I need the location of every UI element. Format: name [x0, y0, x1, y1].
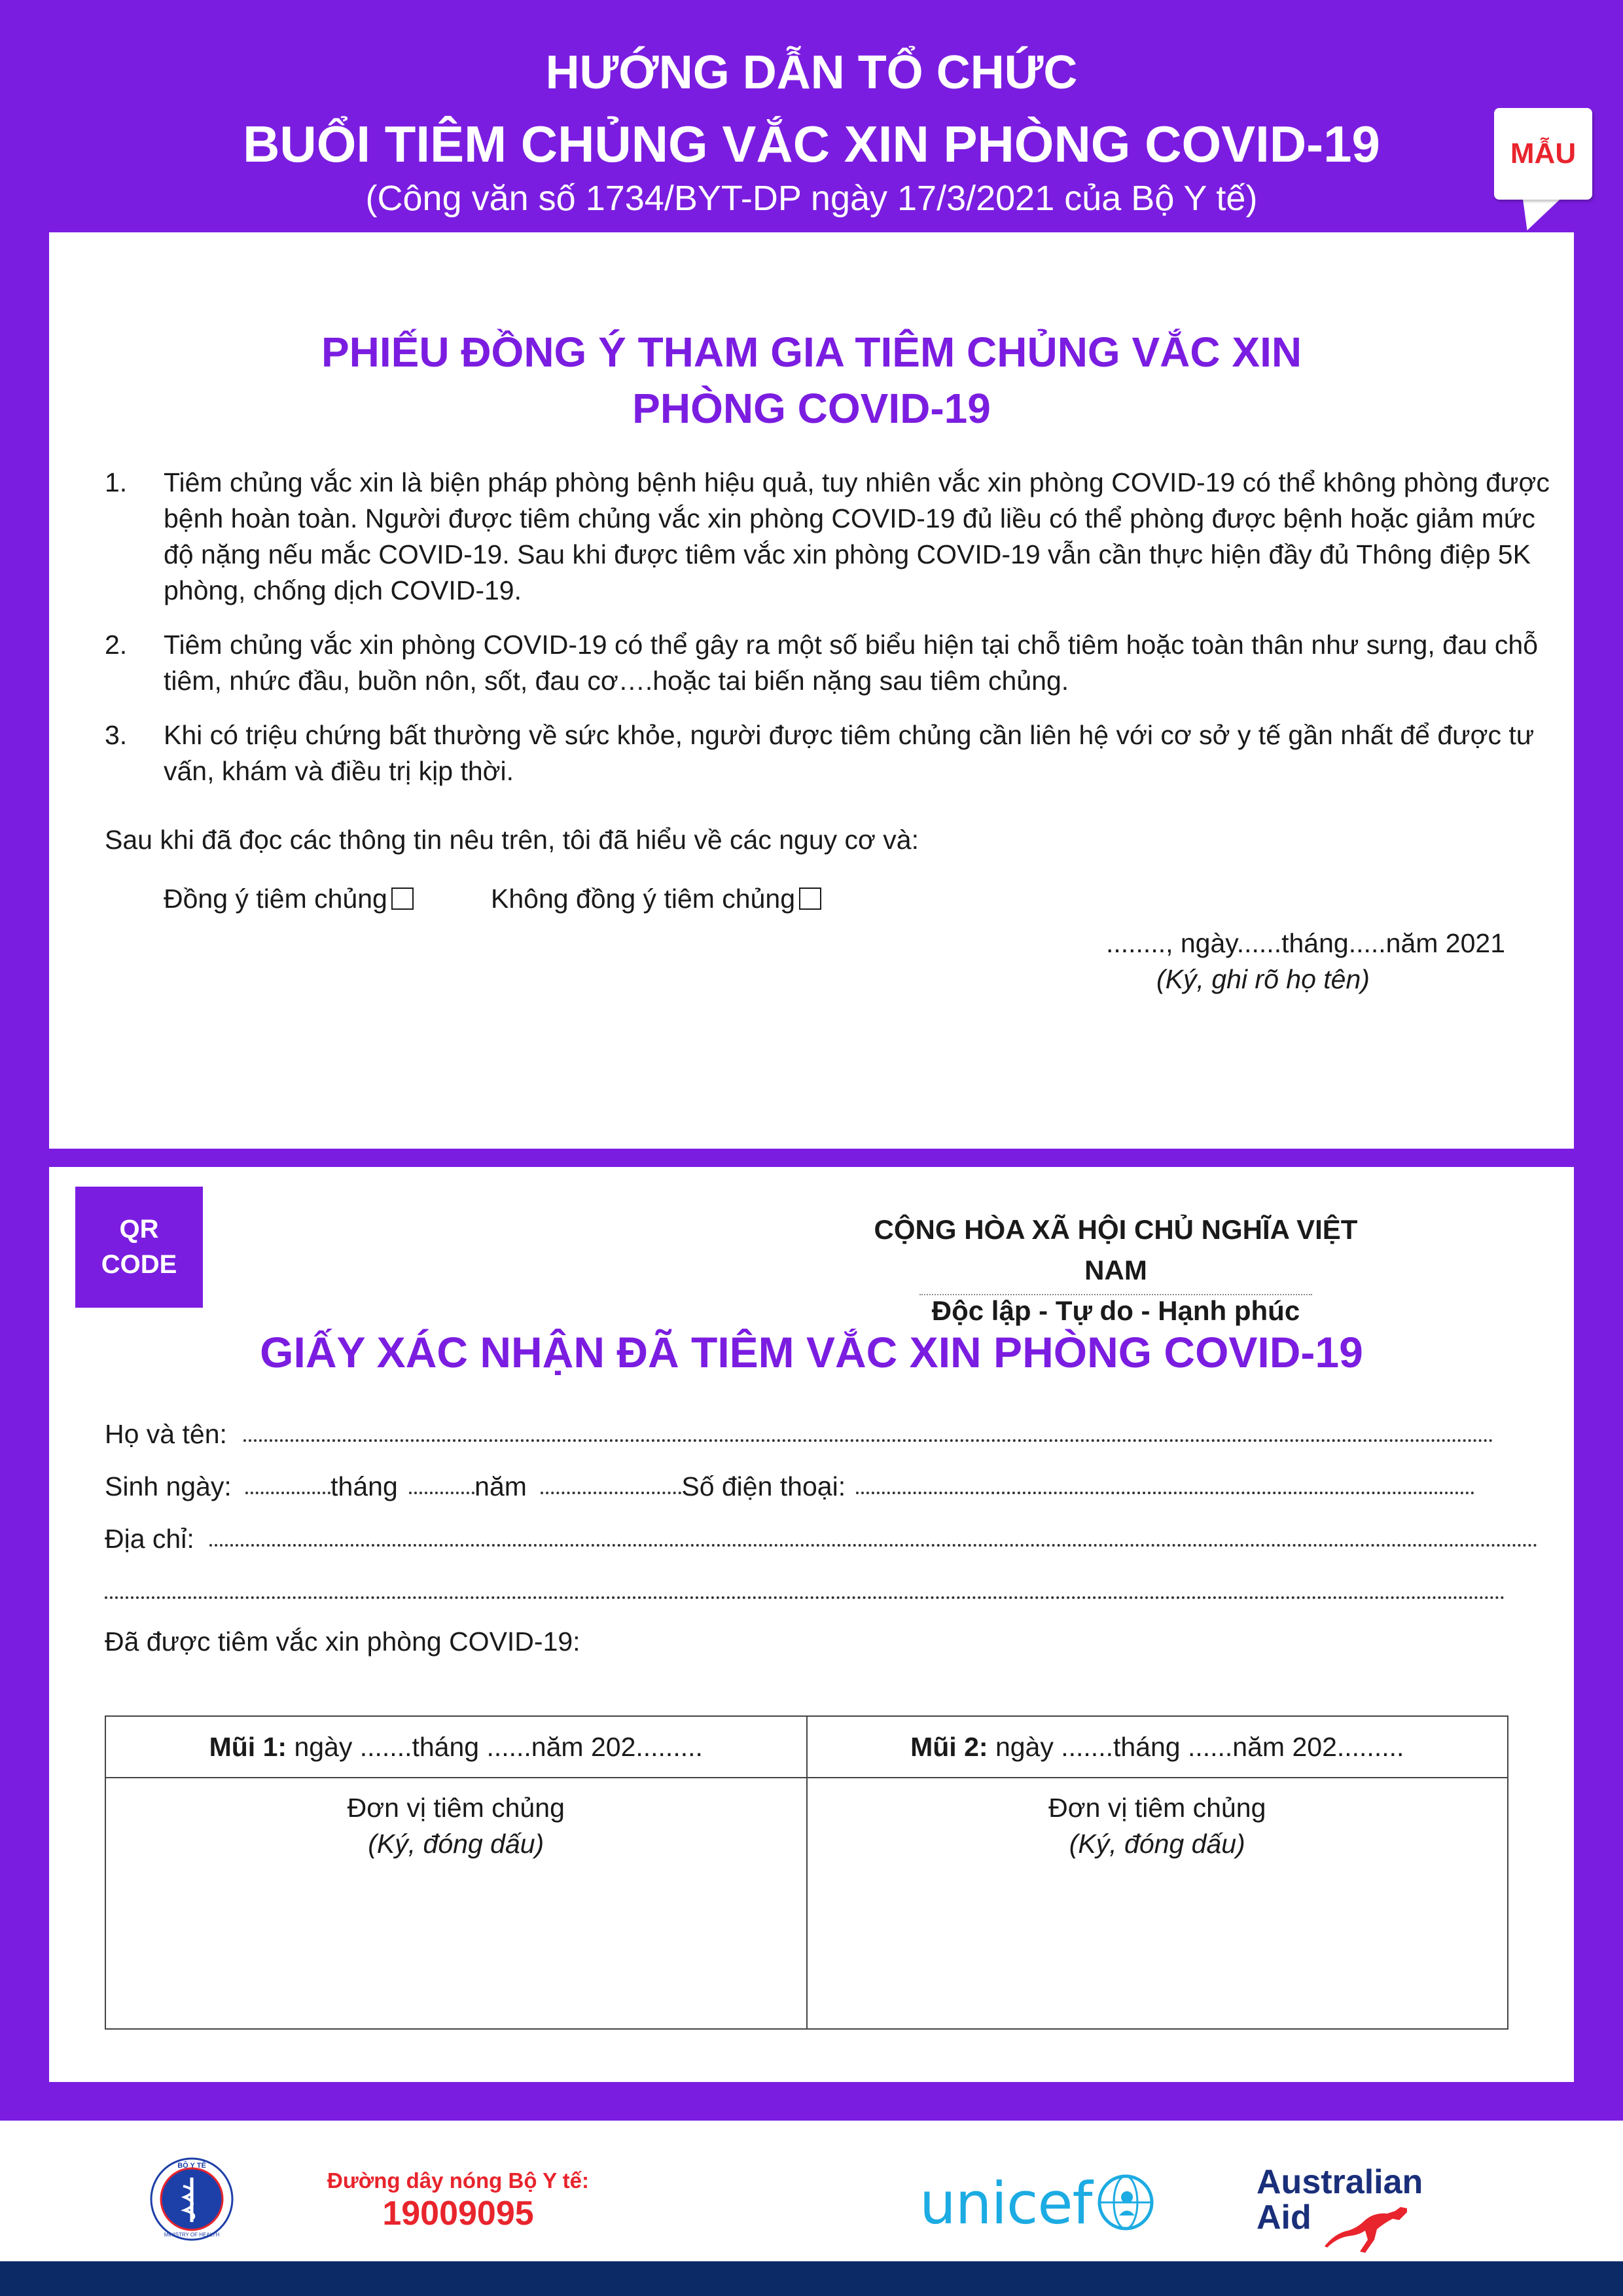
certificate-title: GIẤY XÁC NHẬN ĐÃ TIÊM VẮC XIN PHÒNG COVID-19 [260, 1328, 1363, 1376]
phone-fill-line[interactable] [856, 1492, 1474, 1494]
phone-label: Số điện thoại: [681, 1471, 846, 1501]
dose2-unit-label: Đơn vị tiêm chủng [1048, 1793, 1266, 1823]
list-item [105, 465, 1558, 609]
birth-month-fill[interactable] [409, 1492, 474, 1494]
hotline-label: Đường dây nóng Bộ Y tế: [327, 2168, 589, 2193]
list-item-text: Tiêm chủng vắc xin là biện pháp phòng bệnh hiệu quả, tuy nhiên vắc xin phòng COVID-19 có thể không phòng được bệnh hoàn toàn. Người được tiêm chủng vắc xin phòng COVID-19 đủ liều có thể phòng được bệnh hoặc giảm mức độ nặng nếu mắc COVID-19. Sau khi được tiêm vắc xin phòng COVID-19 vẫn cần thực hiện đầy đủ Thông điệp 5K phòng, chống dịch COVID-19. [164, 467, 1550, 605]
list-item-text: Khi có triệu chứng bất thường về sức khỏe, người được tiêm chủng cần liên hệ với cơ sở y tế gần nhất để được tư vấn, khám và điều trị kịp thời. [164, 720, 1535, 786]
consent-date-line: ........, ngày......tháng.....năm 2021 [1105, 928, 1506, 958]
dose-table [105, 1715, 1508, 2030]
consent-list [105, 465, 1558, 808]
certificate-panel [49, 1167, 1574, 2082]
dose1-label: Mũi 1: [209, 1731, 287, 1762]
agree-label: Đồng ý tiêm chủng [164, 884, 387, 914]
dose2-date[interactable]: ngày .......tháng ......năm 202......... [995, 1731, 1404, 1762]
address-fill-line-2[interactable] [105, 1596, 1505, 1599]
disagree-checkbox[interactable] [799, 888, 821, 910]
agree-checkbox[interactable] [391, 888, 414, 910]
qr-label-line1: QR [119, 1215, 159, 1244]
dose1-date[interactable]: ngày .......tháng ......năm 202......... [294, 1731, 703, 1762]
table-row [105, 1716, 1508, 1778]
moh-logo-top-text: BỘ Y TẾ [177, 2162, 206, 2170]
nation-motto: Độc lập - Tự do - Hạnh phúc [931, 1295, 1300, 1326]
consent-title-line2: PHÒNG COVID-19 [632, 385, 991, 432]
list-item [105, 627, 1558, 699]
dose2-label: Mũi 2: [910, 1731, 988, 1762]
address-continuation-field[interactable] [105, 1576, 1558, 1607]
address-label: Địa chỉ: [105, 1524, 194, 1554]
national-motto [854, 1210, 1378, 1331]
consent-title-line1: PHIẾU ĐỒNG Ý THAM GIA TIÊM CHỦNG VẮC XIN [321, 329, 1302, 376]
ministry-of-health-logo [149, 2157, 234, 2242]
list-item [105, 717, 1558, 789]
birth-phone-field[interactable] [105, 1471, 1558, 1502]
footer-band [0, 2261, 1623, 2296]
dose1-header [105, 1716, 807, 1778]
header-subtitle: (Công văn số 1734/BYT-DP ngày 17/3/2021 của Bộ Y tế) [365, 179, 1258, 218]
birth-year-fill[interactable] [541, 1492, 681, 1494]
list-item-number: 1. [105, 467, 128, 497]
list-item-number: 3. [105, 720, 128, 750]
template-badge: MẪU [1494, 108, 1592, 200]
month-label: tháng [330, 1471, 398, 1501]
name-label: Họ và tên: [105, 1419, 227, 1449]
birth-day-fill[interactable] [245, 1492, 330, 1494]
dose2-stamp-note: (Ký, đóng dấu) [1069, 1829, 1245, 1859]
motto-divider [919, 1294, 1312, 1295]
list-item-number: 2. [105, 630, 128, 660]
dose2-header [807, 1716, 1508, 1778]
birth-label: Sinh ngày: [105, 1471, 232, 1501]
agree-option[interactable] [164, 884, 414, 914]
vaccinated-label: Đã được tiêm vắc xin phòng COVID-19: [105, 1626, 580, 1657]
name-fill-line[interactable] [243, 1439, 1493, 1442]
address-fill-line[interactable] [209, 1544, 1538, 1547]
consent-form-panel [49, 232, 1574, 1149]
year-label: năm [474, 1471, 527, 1501]
hotline-number[interactable]: 19009095 [382, 2195, 534, 2233]
qr-code-placeholder [75, 1187, 203, 1308]
page-footer [0, 2121, 1623, 2261]
dose1-sign-box[interactable] [105, 1778, 807, 2029]
consent-sign-note: (Ký, ghi rõ họ tên) [1156, 964, 1370, 994]
aus-aid-line2: Aid [1257, 2198, 1311, 2236]
after-reading-text: Sau khi đã đọc các thông tin nêu trên, tôi đã hiểu về các nguy cơ và: [105, 825, 919, 855]
address-field[interactable] [105, 1524, 1558, 1554]
dose1-stamp-note: (Ký, đóng dấu) [368, 1829, 544, 1859]
list-item-text: Tiêm chủng vắc xin phòng COVID-19 có thể gây ra một số biểu hiện tại chỗ tiêm hoặc toàn thân như sưng, đau chỗ tiêm, nhức đầu, buồn nôn, sốt, đau cơ….hoặc tai biến nặng sau tiêm chủng. [164, 630, 1539, 696]
unicef-globe-icon [1093, 2170, 1158, 2235]
header-title-line2: BUỔI TIÊM CHỦNG VẮC XIN PHÒNG COVID-19 [243, 115, 1380, 173]
consent-title [49, 324, 1574, 437]
name-field[interactable] [105, 1419, 1558, 1450]
disagree-label: Không đồng ý tiêm chủng [491, 884, 795, 914]
qr-label-line2: CODE [101, 1250, 177, 1279]
disagree-option[interactable] [491, 884, 821, 914]
dose1-unit-label: Đơn vị tiêm chủng [347, 1793, 565, 1823]
table-row [105, 1778, 1508, 2029]
moh-logo-bottom-text: MINISTRY OF HEALTH [164, 2232, 220, 2238]
aus-aid-line1: Australian [1257, 2163, 1423, 2201]
page-header [0, 0, 1623, 229]
nation-name: CỘNG HÒA XÃ HỘI CHỦ NGHĨA VIỆT NAM [874, 1214, 1358, 1285]
unicef-logo-text: unicef [919, 2170, 1092, 2237]
kangaroo-icon [1322, 2200, 1414, 2256]
dose2-sign-box[interactable] [807, 1778, 1508, 2029]
header-title-line1: HƯỚNG DẪN TỔ CHỨC [545, 46, 1078, 99]
